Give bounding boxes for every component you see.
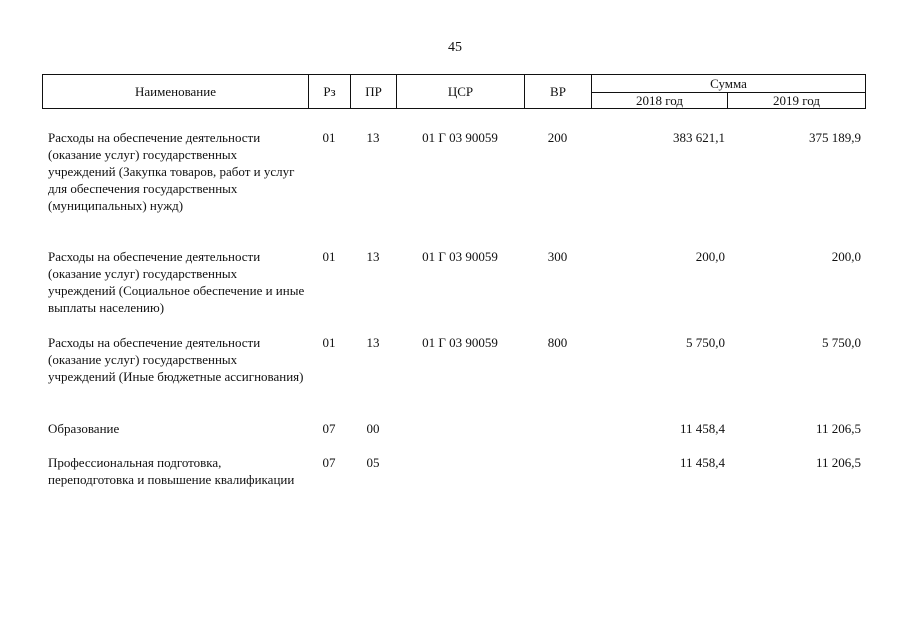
row-name: Расходы на обеспечение деятельности (оказание услуг) государственных учреждений (Иные бюджетные ассигнования) (48, 335, 304, 384)
row-sum-2018: 200,0 (695, 249, 725, 264)
page-number: 45 (448, 40, 462, 55)
header-name: Наименование (43, 75, 309, 108)
row-sum-2019: 11 206,5 (815, 455, 861, 470)
row-rz: 07 (322, 421, 336, 436)
row-vr: 800 (547, 335, 568, 350)
row-sum-2018: 383 621,1 (673, 130, 725, 145)
row-sum-2018: 11 458,4 (679, 421, 725, 436)
header-year-2019: 2019 год (773, 93, 820, 108)
row-pr: 05 (366, 455, 380, 470)
row-csr: 01 Г 03 90059 (422, 335, 498, 350)
row-rz: 07 (322, 455, 336, 470)
header-year-2018: 2018 год (592, 93, 728, 109)
row-rz: 01 (322, 249, 336, 264)
row-sum-2019: 375 189,9 (809, 130, 861, 145)
header-sum: Сумма (592, 75, 865, 93)
row-vr: 200 (547, 130, 568, 145)
table-header (42, 74, 866, 109)
row-csr: 01 Г 03 90059 (422, 130, 498, 145)
row-name: Расходы на обеспечение деятельности (оказание услуг) государственных учреждений (Закупка товаров, работ и услуг для обеспечения государственных (муниципальных) нужд) (48, 130, 295, 213)
header-sum-group (592, 75, 865, 108)
row-pr: 13 (366, 335, 380, 350)
row-name: Расходы на обеспечение деятельности (оказание услуг) государственных учреждений (Социальное обеспечение и иные выплаты населению) (48, 249, 305, 315)
row-sum-2019: 11 206,5 (815, 421, 861, 436)
row-rz: 01 (322, 130, 336, 145)
row-vr: 300 (547, 249, 568, 264)
row-sum-2019: 200,0 (831, 249, 861, 264)
row-rz: 01 (322, 335, 336, 350)
row-sum-2019: 5 750,0 (822, 335, 861, 350)
row-name: Образование (48, 421, 120, 436)
header-vr: ВР (525, 75, 592, 108)
row-pr: 13 (366, 130, 380, 145)
header-csr: ЦСР (397, 75, 525, 108)
row-sum-2018: 5 750,0 (686, 335, 725, 350)
header-rz: Рз (309, 75, 351, 108)
row-pr: 00 (366, 421, 380, 436)
row-pr: 13 (366, 249, 380, 264)
header-pr: ПР (351, 75, 397, 108)
row-csr: 01 Г 03 90059 (422, 249, 498, 264)
row-sum-2018: 11 458,4 (679, 455, 725, 470)
row-name: Профессиональная подготовка, переподготовка и повышение квалификации (48, 455, 295, 487)
